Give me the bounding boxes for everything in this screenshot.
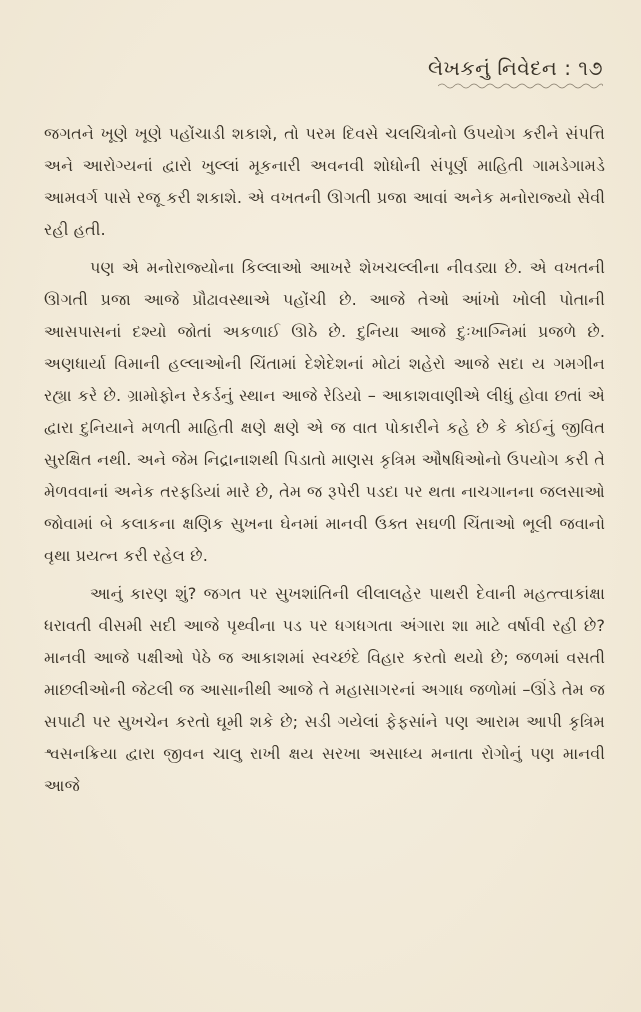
paragraph-1: જગતને ખૂણે ખૂણે પહોંચાડી શકાશે, તો પરમ દિવસે ચલચિત્રોનો ઉપયોગ કરીને સંપત્તિ અને આરોગ્યનાં દ્વારો ખુલ્લાં મૂકનારી અવનવી શોધોની સંપૂર્ણ માહિતી ગામડેગામડે આમવર્ગ પાસે રજૂ કરી શકાશે. એ વખતની ઊગતી પ્રજા આવાં અનેક મનોરાજ્યો સેવી રહી હતી. <box>44 124 605 239</box>
paragraph-3: આનું કારણ શું? જગત પર સુખશાંતિની લીલાલહેર પાથરી દેવાની મહત્ત્વાકાંક્ષા ધરાવતી વીસમી સદી આજે પૃથ્વીના પડ પર ધગધગતા અંગારા શા માટે વર્ષાવી રહી છે? માનવી આજે પક્ષીઓ પેઠે જ આકાશમાં સ્વચ્છંદે વિહાર કરતો થયો છે; જળમાં વસતી માછલીઓની જેટલી જ આસાનીથી આજે તે મહાસાગરનાં અગાધ જળોમાં –ઊંડે તેમ જ સપાટી પર સુખચેન કરતો ઘૂમી શકે છે; સડી ગયેલાં ફેફસાંને પણ આરામ આપી કૃત્રિમ શ્વસનક્રિયા દ્વારા જીવન ચાલુ રાખી ક્ષય સરખા અસાધ્ય મનાતા રોગોનું પણ માનવી આજે <box>44 584 605 795</box>
body-text <box>44 118 605 808</box>
paragraph-2: પણ એ મનોરાજ્યોના કિલ્લાઓ આખરે શેખચલ્લીના નીવડ્યા છે. એ વખતની ઊગતી પ્રજા આજે પ્રૌઢાવસ્થાએ પહોંચી છે. આજે તેઓ આંખો ખોલી પોતાની આસપાસનાં દશ્યો જોતાં અકળાઈ ઊઠે છે. દુનિયા આજે દુઃખાગ્નિમાં પ્રજળે છે. અણધાર્યા વિમાની હલ્લાઓની ચિંતામાં દેશેદેશનાં મોટાં શહેરો આજે સદા ય ગમગીન રહ્યા કરે છે. ગ્રામોફોન રેકર્ડનું સ્થાન આજે રેડિયો – આકાશવાણીએ લીધું હોવા છતાં એ દ્વારા દુનિયાને મળતી માહિતી ક્ષણે ક્ષણે એ જ વાત પોકારીને કહે છે કે કોઈનું જીવિત સુરક્ષિત નથી. અને જેમ નિદ્રાનાશથી પિડાતો માણસ કૃત્રિમ ઔષધિઓનો ઉપયોગ કરી તે મેળવવાનાં અનેક તરફડિયાં મારે છે, તેમ જ રૂપેરી પડદા પર થતા નાચગાનના જલસાઓ જોવામાં બે કલાકના ક્ષણિક સુખના ઘેનમાં માનવી ઉક્ત સઘળી ચિંતાઓ ભૂલી જવાનો વૃથા પ્રયત્ન કરી રહેલ છે. <box>44 258 605 565</box>
header-wavy-rule <box>438 82 603 90</box>
running-header <box>428 56 603 90</box>
running-title: લેખકનું નિવેદન : ૧૭ <box>427 56 603 80</box>
